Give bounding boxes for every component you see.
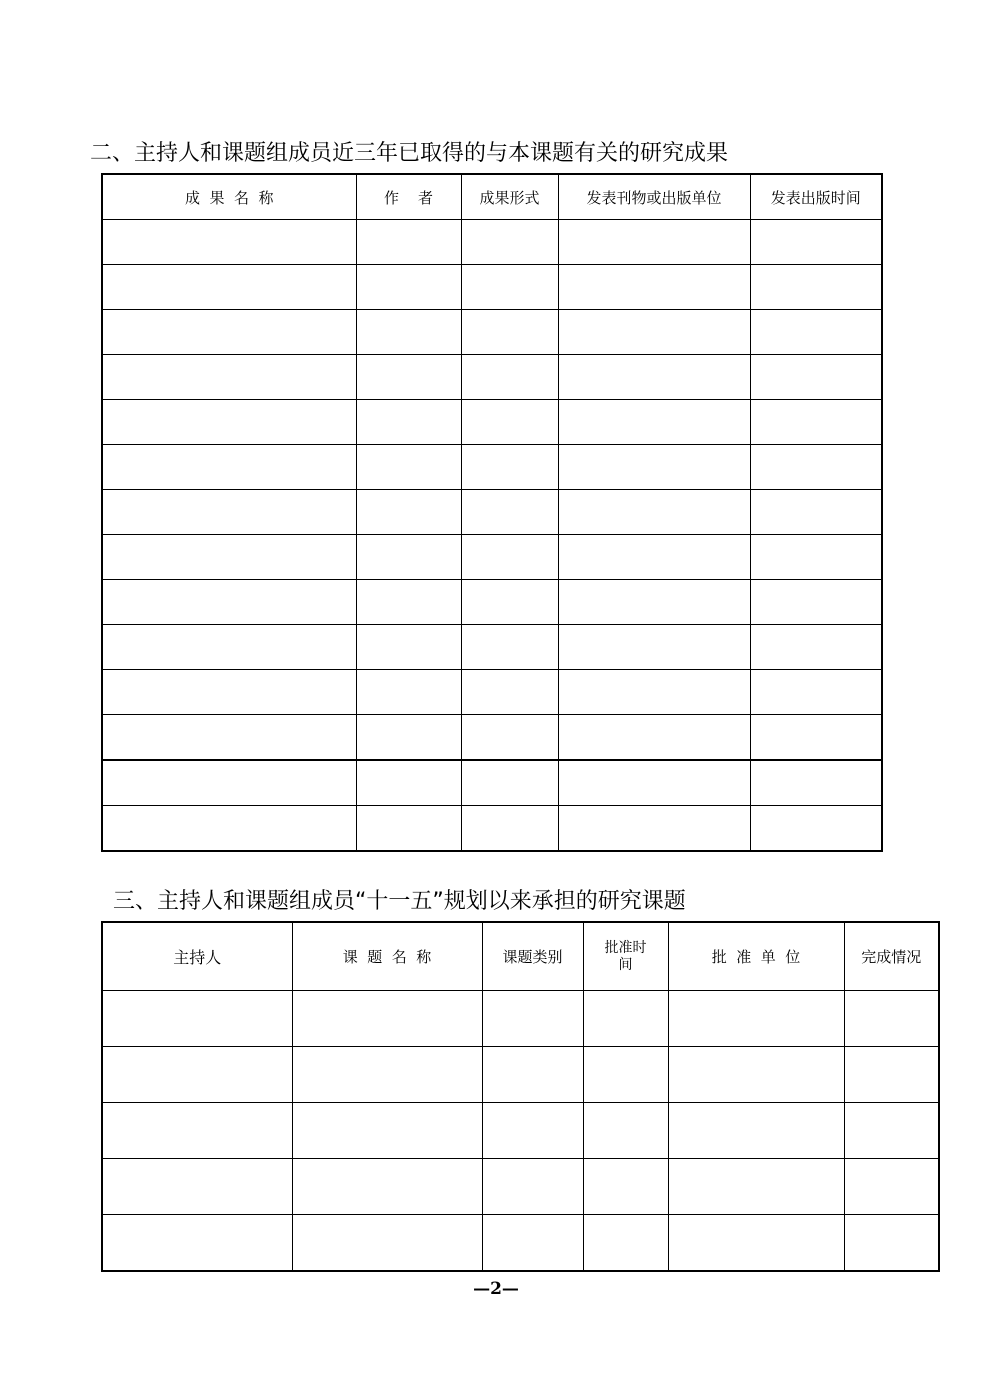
cell-approval-unit[interactable] bbox=[668, 1103, 844, 1159]
cell-author[interactable] bbox=[356, 310, 461, 355]
cell-result-name[interactable] bbox=[102, 806, 356, 852]
cell-result-form[interactable] bbox=[461, 760, 558, 806]
research-projects-table bbox=[101, 921, 940, 1272]
cell-publish-date[interactable] bbox=[750, 355, 882, 400]
table-row bbox=[102, 625, 882, 670]
header-author: 作 者 bbox=[356, 174, 461, 220]
cell-project-name[interactable] bbox=[292, 1215, 482, 1272]
table-row bbox=[102, 670, 882, 715]
cell-publisher[interactable] bbox=[558, 400, 750, 445]
cell-publish-date[interactable] bbox=[750, 580, 882, 625]
cell-result-name[interactable] bbox=[102, 400, 356, 445]
table-row bbox=[102, 265, 882, 310]
cell-project-category[interactable] bbox=[482, 1159, 583, 1215]
cell-host[interactable] bbox=[102, 1159, 292, 1215]
cell-author[interactable] bbox=[356, 625, 461, 670]
cell-publisher[interactable] bbox=[558, 806, 750, 852]
cell-publisher[interactable] bbox=[558, 220, 750, 265]
header-result-form: 成果形式 bbox=[461, 174, 558, 220]
cell-publish-date[interactable] bbox=[750, 806, 882, 852]
cell-result-form[interactable] bbox=[461, 490, 558, 535]
cell-result-name[interactable] bbox=[102, 580, 356, 625]
table-row bbox=[102, 1103, 939, 1159]
cell-publish-date[interactable] bbox=[750, 490, 882, 535]
cell-author[interactable] bbox=[356, 490, 461, 535]
cell-result-name[interactable] bbox=[102, 760, 356, 806]
cell-publisher[interactable] bbox=[558, 490, 750, 535]
cell-result-form[interactable] bbox=[461, 625, 558, 670]
table-header-row bbox=[102, 922, 939, 991]
cell-result-name[interactable] bbox=[102, 715, 356, 761]
cell-result-name[interactable] bbox=[102, 535, 356, 580]
cell-result-form[interactable] bbox=[461, 445, 558, 490]
cell-author[interactable] bbox=[356, 760, 461, 806]
cell-publisher[interactable] bbox=[558, 760, 750, 806]
header-publish-date: 发表出版时间 bbox=[750, 174, 882, 220]
cell-project-name[interactable] bbox=[292, 1047, 482, 1103]
cell-publisher[interactable] bbox=[558, 580, 750, 625]
cell-publisher[interactable] bbox=[558, 670, 750, 715]
cell-approval-date[interactable] bbox=[583, 1047, 668, 1103]
cell-result-name[interactable] bbox=[102, 445, 356, 490]
cell-publish-date[interactable] bbox=[750, 760, 882, 806]
cell-completion-status[interactable] bbox=[844, 1047, 939, 1103]
cell-approval-date[interactable] bbox=[583, 991, 668, 1047]
cell-host[interactable] bbox=[102, 991, 292, 1047]
cell-result-name[interactable] bbox=[102, 355, 356, 400]
cell-result-form[interactable] bbox=[461, 715, 558, 761]
table-row bbox=[102, 355, 882, 400]
cell-project-category[interactable] bbox=[482, 991, 583, 1047]
cell-publisher[interactable] bbox=[558, 625, 750, 670]
page-number: —2— bbox=[473, 1279, 519, 1299]
header-host: 主持人 bbox=[102, 922, 292, 991]
table-header-row bbox=[102, 174, 882, 220]
cell-author[interactable] bbox=[356, 220, 461, 265]
cell-result-form[interactable] bbox=[461, 580, 558, 625]
cell-result-name[interactable] bbox=[102, 670, 356, 715]
cell-approval-date[interactable] bbox=[583, 1103, 668, 1159]
cell-author[interactable] bbox=[356, 806, 461, 852]
cell-result-form[interactable] bbox=[461, 265, 558, 310]
header-approval-unit: 批 准 单 位 bbox=[668, 922, 844, 991]
cell-result-form[interactable] bbox=[461, 670, 558, 715]
cell-project-category[interactable] bbox=[482, 1215, 583, 1272]
cell-publish-date[interactable] bbox=[750, 265, 882, 310]
cell-host[interactable] bbox=[102, 1047, 292, 1103]
table-row bbox=[102, 760, 882, 806]
cell-host[interactable] bbox=[102, 1215, 292, 1272]
cell-result-form[interactable] bbox=[461, 400, 558, 445]
cell-completion-status[interactable] bbox=[844, 1103, 939, 1159]
header-project-category: 课题类别 bbox=[482, 922, 583, 991]
cell-result-name[interactable] bbox=[102, 625, 356, 670]
table-row bbox=[102, 1047, 939, 1103]
cell-approval-unit[interactable] bbox=[668, 1047, 844, 1103]
cell-author[interactable] bbox=[356, 535, 461, 580]
cell-author[interactable] bbox=[356, 715, 461, 761]
cell-publish-date[interactable] bbox=[750, 400, 882, 445]
cell-completion-status[interactable] bbox=[844, 991, 939, 1047]
cell-publish-date[interactable] bbox=[750, 625, 882, 670]
table-row bbox=[102, 1159, 939, 1215]
cell-result-form[interactable] bbox=[461, 806, 558, 852]
header-publisher: 发表刊物或出版单位 bbox=[558, 174, 750, 220]
cell-publisher[interactable] bbox=[558, 265, 750, 310]
cell-completion-status[interactable] bbox=[844, 1215, 939, 1272]
cell-result-name[interactable] bbox=[102, 220, 356, 265]
cell-project-name[interactable] bbox=[292, 1159, 482, 1215]
table-row bbox=[102, 1215, 939, 1272]
cell-result-name[interactable] bbox=[102, 310, 356, 355]
cell-approval-unit[interactable] bbox=[668, 1159, 844, 1215]
header-result-name: 成 果 名 称 bbox=[102, 174, 356, 220]
cell-author[interactable] bbox=[356, 400, 461, 445]
cell-result-name[interactable] bbox=[102, 490, 356, 535]
cell-author[interactable] bbox=[356, 355, 461, 400]
table-row bbox=[102, 715, 882, 761]
cell-publish-date[interactable] bbox=[750, 535, 882, 580]
cell-author[interactable] bbox=[356, 445, 461, 490]
table-row bbox=[102, 535, 882, 580]
cell-approval-unit[interactable] bbox=[668, 1215, 844, 1272]
header-completion-status: 完成情况 bbox=[844, 922, 939, 991]
cell-publish-date[interactable] bbox=[750, 445, 882, 490]
cell-result-name[interactable] bbox=[102, 265, 356, 310]
cell-project-name[interactable] bbox=[292, 1103, 482, 1159]
cell-approval-unit[interactable] bbox=[668, 991, 844, 1047]
cell-result-form[interactable] bbox=[461, 355, 558, 400]
cell-author[interactable] bbox=[356, 670, 461, 715]
research-results-table bbox=[101, 173, 883, 852]
cell-author[interactable] bbox=[356, 265, 461, 310]
section3-title: 三、主持人和课题组成员“十一五”规划以来承担的研究课题 bbox=[113, 889, 686, 914]
cell-publisher[interactable] bbox=[558, 535, 750, 580]
section2-title: 二、主持人和课题组成员近三年已取得的与本课题有关的研究成果 bbox=[90, 141, 729, 166]
cell-publisher[interactable] bbox=[558, 355, 750, 400]
cell-publish-date[interactable] bbox=[750, 670, 882, 715]
table-row bbox=[102, 310, 882, 355]
cell-author[interactable] bbox=[356, 580, 461, 625]
cell-result-form[interactable] bbox=[461, 220, 558, 265]
cell-project-name[interactable] bbox=[292, 991, 482, 1047]
header-approval-date: 批准时间 bbox=[583, 922, 668, 991]
cell-result-form[interactable] bbox=[461, 310, 558, 355]
cell-project-category[interactable] bbox=[482, 1047, 583, 1103]
cell-result-form[interactable] bbox=[461, 535, 558, 580]
cell-completion-status[interactable] bbox=[844, 1159, 939, 1215]
cell-publish-date[interactable] bbox=[750, 310, 882, 355]
cell-host[interactable] bbox=[102, 1103, 292, 1159]
cell-publisher[interactable] bbox=[558, 310, 750, 355]
cell-publish-date[interactable] bbox=[750, 220, 882, 265]
table-row bbox=[102, 806, 882, 852]
header-project-name: 课 题 名 称 bbox=[292, 922, 482, 991]
cell-publisher[interactable] bbox=[558, 445, 750, 490]
table-row bbox=[102, 991, 939, 1047]
cell-approval-date[interactable] bbox=[583, 1215, 668, 1272]
cell-approval-date[interactable] bbox=[583, 1159, 668, 1215]
table-row bbox=[102, 400, 882, 445]
cell-publish-date[interactable] bbox=[750, 715, 882, 761]
cell-publisher[interactable] bbox=[558, 715, 750, 761]
table-row bbox=[102, 490, 882, 535]
table-row bbox=[102, 445, 882, 490]
table-row bbox=[102, 220, 882, 265]
table-row bbox=[102, 580, 882, 625]
cell-project-category[interactable] bbox=[482, 1103, 583, 1159]
